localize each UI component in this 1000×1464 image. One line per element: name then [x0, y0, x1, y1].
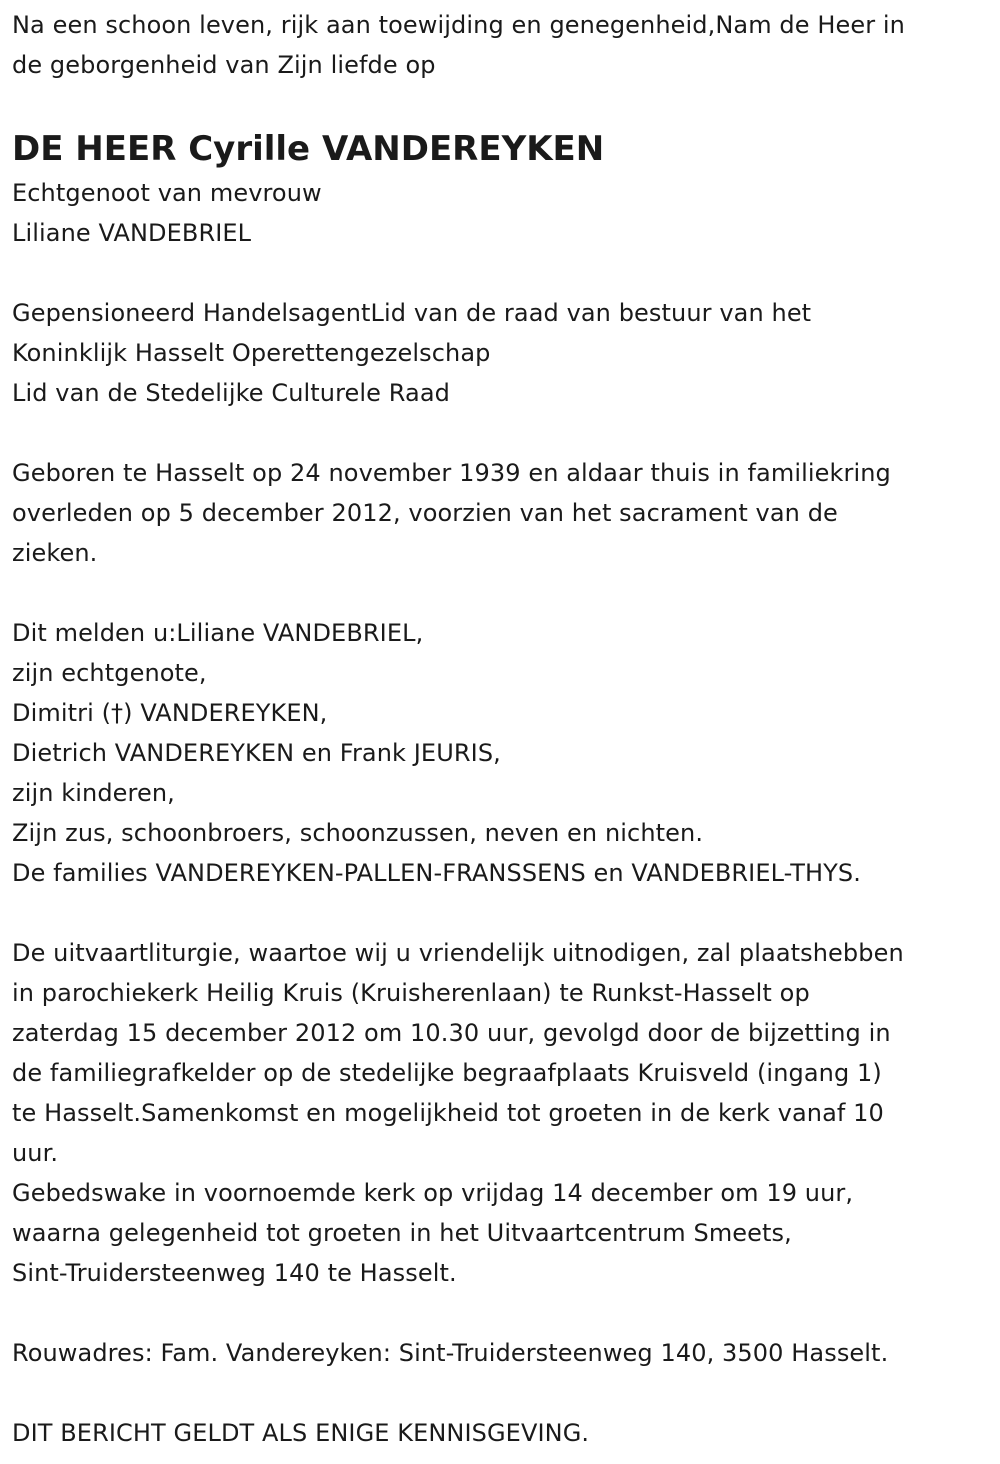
- text-line: de geborgenheid van Zijn liefde op: [12, 51, 436, 79]
- text-line: Geboren te Hasselt op 24 november 1939 en aldaar thuis in familiekring: [12, 459, 891, 487]
- text-line: Echtgenoot van mevrouw: [12, 179, 322, 207]
- mourning-address: Rouwadres: Fam. Vandereyken: Sint-Truidersteenweg 140, 3500 Hasselt.: [12, 1339, 889, 1367]
- spouse-info: [12, 173, 997, 253]
- deceased-name-title: DE HEER Cyrille VANDEREYKEN: [12, 129, 605, 169]
- text-line: in parochiekerk Heilig Kruis (Kruisherenlaan) te Runkst-Hasselt op: [12, 979, 810, 1007]
- intro-text: [12, 5, 997, 85]
- text-line: Gepensioneerd HandelsagentLid van de raad van bestuur van het: [12, 299, 812, 327]
- text-line: Dit melden u:Liliane VANDEBRIEL,: [12, 619, 424, 647]
- funeral-details: [12, 933, 997, 1293]
- birth-death-info: [12, 453, 997, 573]
- text-line: waarna gelegenheid tot groeten in het Uitvaartcentrum Smeets,: [12, 1219, 792, 1247]
- obituary-document: [12, 5, 997, 1453]
- text-line: Koninklijk Hasselt Operettengezelschap: [12, 339, 491, 367]
- text-line: Dietrich VANDEREYKEN en Frank JEURIS,: [12, 739, 501, 767]
- text-line: overleden op 5 december 2012, voorzien van het sacrament van de: [12, 499, 838, 527]
- family-announcement: [12, 613, 997, 893]
- text-line: zijn kinderen,: [12, 779, 175, 807]
- text-line: de familiegrafkelder op de stedelijke begraafplaats Kruisveld (ingang 1): [12, 1059, 882, 1087]
- notice-text: DIT BERICHT GELDT ALS ENIGE KENNISGEVING.: [12, 1419, 590, 1447]
- text-line: Na een schoon leven, rijk aan toewijding en genegenheid,Nam de Heer in: [12, 11, 905, 39]
- text-line: De uitvaartliturgie, waartoe wij u vriendelijk uitnodigen, zal plaatshebben: [12, 939, 904, 967]
- text-line: Gebedswake in voornoemde kerk op vrijdag 14 december om 19 uur,: [12, 1179, 854, 1207]
- text-line: zieken.: [12, 539, 98, 567]
- roles-info: [12, 293, 997, 413]
- text-line: te Hasselt.Samenkomst en mogelijkheid tot groeten in de kerk vanaf 10: [12, 1099, 884, 1127]
- text-line: Zijn zus, schoonbroers, schoonzussen, neven en nichten.: [12, 819, 704, 847]
- text-line: uur.: [12, 1139, 59, 1167]
- text-line: Lid van de Stedelijke Culturele Raad: [12, 379, 450, 407]
- text-line: Sint-Truidersteenweg 140 te Hasselt.: [12, 1259, 457, 1287]
- text-line: De families VANDEREYKEN-PALLEN-FRANSSENS en VANDEBRIEL-THYS.: [12, 859, 861, 887]
- text-line: Dimitri (†) VANDEREYKEN,: [12, 699, 328, 727]
- text-line: zijn echtgenote,: [12, 659, 207, 687]
- text-line: zaterdag 15 december 2012 om 10.30 uur, gevolgd door de bijzetting in: [12, 1019, 891, 1047]
- text-line: Liliane VANDEBRIEL: [12, 219, 252, 247]
